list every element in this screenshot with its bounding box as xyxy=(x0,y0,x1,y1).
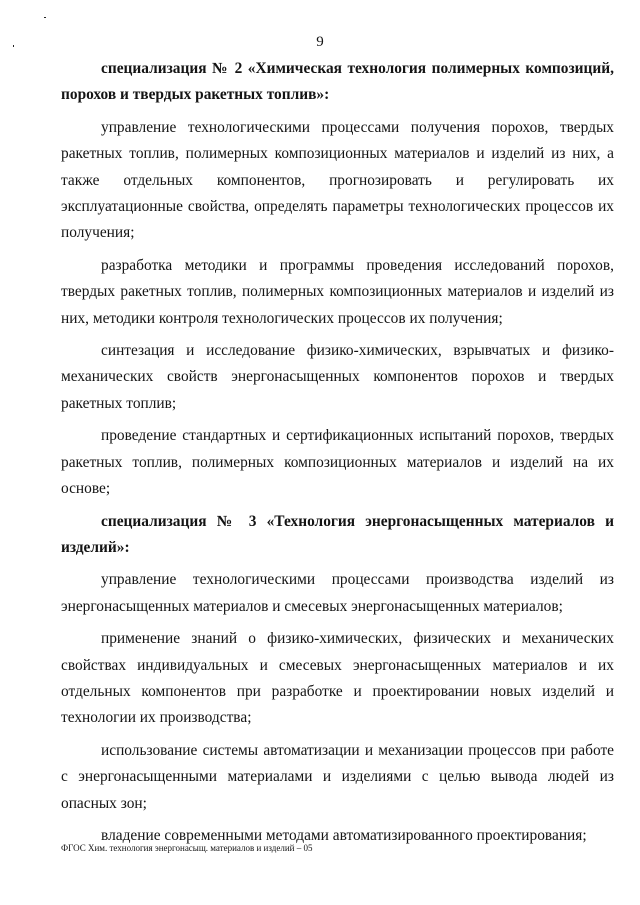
list-item: синтезация и исследование физико-химических, взрывчатых и физико-механических свойств энергонасыщенных компонентов порохов и твердых ракетных топлив; xyxy=(61,342,614,412)
specialization-3-title: специализация № 3 «Технология энергонасыщенных материалов и изделий»: xyxy=(61,512,614,556)
scan-speck xyxy=(44,17,46,18)
list-item: владение современными методами автоматизированного проектирования; xyxy=(101,826,587,844)
page-number: 9 xyxy=(316,34,324,50)
list-item: управление технологическими процессами производства изделий из энергонасыщенных материалов и смесевых энергонасыщенных материалов; xyxy=(61,571,614,615)
list-item: использование системы автоматизации и механизации процессов при работе с энергонасыщенными материалами и изделиями с целью вывода людей из опасных зон; xyxy=(61,741,614,812)
footer-note: ФГОС Хим. технология энергонасыщ. материалов и изделий – 05 xyxy=(61,843,313,853)
list-item: разработка методики и программы проведения исследований порохов, твердых ракетных топлив, полимерных композиционных материалов и изделий из них, методики контроля технологических процессов их получения; xyxy=(61,256,614,327)
document-body xyxy=(61,54,614,849)
list-item: применение знаний о физико-химических, физических и механических свойствах индивидуальных и смесевых энергонасыщенных материалов и их отдельных компонентов при разработке и проектировании новых изделий и технологии их производства; xyxy=(61,630,614,727)
list-item: управление технологическими процессами получения порохов, твердых ракетных топлив, полимерных композиционных материалов и изделий из них, а также отдельных компонентов, прогнозировать и регулировать их эксплуатационные свойства, определять параметры технологических процессов их получения; xyxy=(61,118,614,242)
specialization-2-title: специализация № 2 «Химическая технология полимерных композиций, порохов и твердых ракетных топлив»: xyxy=(61,60,614,104)
list-item: проведение стандартных и сертификационных испытаний порохов, твердых ракетных топлив, полимерных композиционных материалов и изделий на их основе; xyxy=(61,427,614,498)
